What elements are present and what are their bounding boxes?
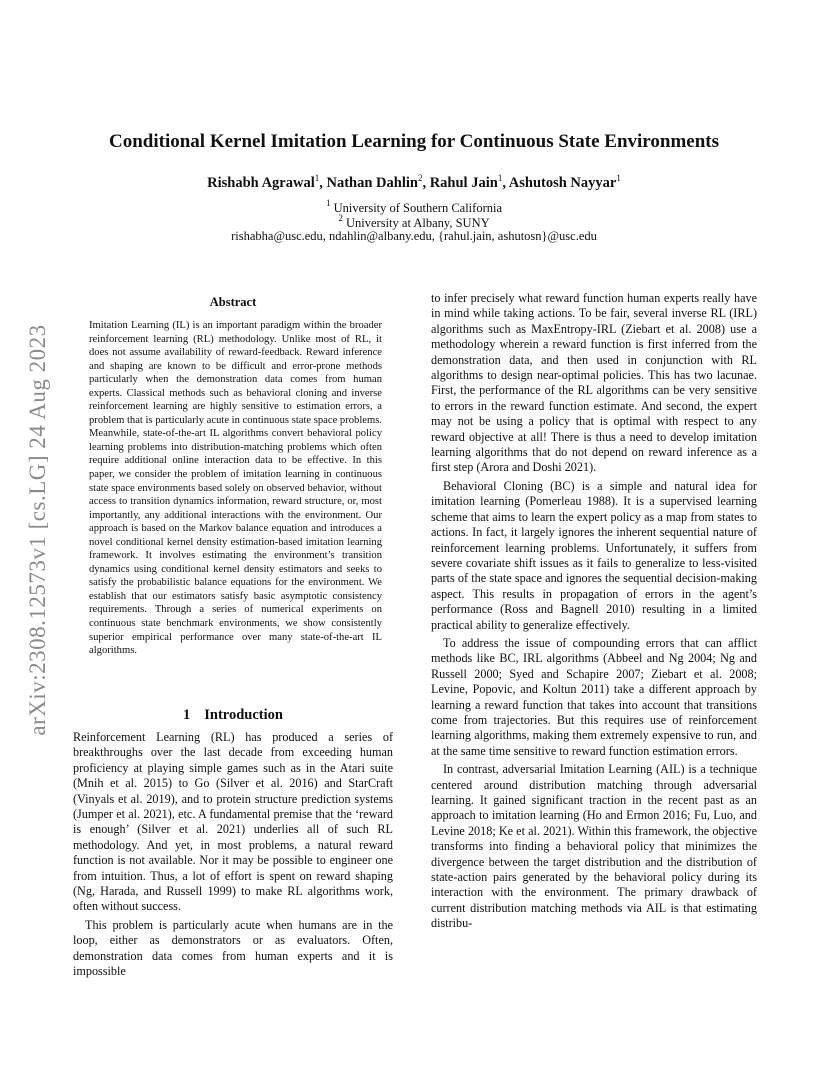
body-paragraph: In contrast, adversarial Imitation Learning (AIL) is a technique centered around distribution matching through adversarial learning. It gained significant traction in the recent past as an approach to imitation learning (Ho and Ermon 2016; Fu, Luo, and Levine 2018; Ke et al. 2021). Within this framework, the objective transforms into finding a behavioral policy that minimizes the divergence between the target distribution and the distribution of state-action pairs generated by the behavioral policy during its interaction with the environment. The primary drawback of current distribution matching methods via AIL is that estimating distribu- (431, 762, 757, 931)
right-column-body (431, 291, 757, 932)
author-affil-mark: 2 (417, 173, 423, 183)
author-affil-mark: 1 (497, 173, 503, 183)
affiliation-name: University of Southern California (333, 201, 502, 215)
affiliation-mark: 2 (338, 213, 343, 223)
abstract-text: Imitation Learning (IL) is an important paradigm within the broader reinforcement learning (RL) methodology. Unlike most of RL, it does not assume availability of reward-feedback. Reward inference and shaping are known to be difficult and error-prone methods particularly when the demonstration data comes from human experts. Classical methods such as behavioral cloning and inverse reinforcement learning are highly sensitive to estimation errors, a problem that is particularly acute in continuous state space problems. Meanwhile, state-of-the-art IL algorithms convert behavioral policy learning problems into distribution-matching problems which often require additional online interaction data to be effective. In this paper, we consider the problem of imitation learning in continuous state space environments based solely on observed behavior, without access to transition dynamics information, reward structure, or, most importantly, any additional interactions with the environment. Our approach is based on the Markov balance equation and introduces a novel conditional kernel density estimation-based imitation learning framework. It involves estimating the environment’s transition dynamics using conditional kernel density estimators and seeks to satisfy the probabilistic balance equations for the environment. We establish that our estimators satisfy basic asymptotic consistency requirements. Through a series of numerical experiments on continuous state benchmark environments, we show consistently superior empirical performance over many state-of-the-art IL algorithms. (89, 320, 383, 657)
affiliation-name: University at Albany, SUNY (346, 216, 490, 230)
author-affil-mark: 1 (616, 173, 621, 183)
arxiv-watermark (18, 280, 58, 780)
section-heading (73, 707, 393, 724)
affiliation-mark: 1 (326, 198, 331, 208)
author-list: Rishabh Agrawal$^1$, Nathan Dahlin$^2$, Rahul Jain$^1$, Ashutosh Nayyar$^1$ (207, 173, 621, 191)
author-name: Rahul Jain (429, 175, 498, 191)
abstract-heading: Abstract (209, 295, 257, 309)
body-paragraph: to infer precisely what reward function human experts really have in mind while taking actions. To be fair, several inverse RL (IRL) algorithms such as MaxEntropy-IRL (Ziebart et al. 2008) use a methodology wherein a reward function is first inferred from the demonstration data, and then used in conjunction with RL algorithms to design near-optimal policies. This has two lacunae. First, the performance of the RL algorithms can be very sensitive to errors in the reward function estimate. And second, the expert may not be using a policy that is optimal with respect to any reward objective at all! There is thus a need to develop imitation learning algorithms that do not depend on reward inference as a first step (Arora and Doshi 2021). (431, 291, 757, 475)
body-paragraph: To address the issue of compounding errors that can afflict methods like BC, IRL algorithms (Abbeel and Ng 2004; Ng and Russell 2000; Syed and Schapire 2007; Ziebart et al. 2008; Levine, Popovic, and Koltun 2011) take a different approach by learning a reward function that takes into account that transitions come from trajectories. But this requires use of reinforcement learning algorithms, making them extremely expensive to run, and at the same time sensitive to reward function estimation errors. (431, 635, 757, 758)
author-name: Nathan Dahlin (326, 175, 418, 191)
paper-title: Conditional Kernel Imitation Learning for Continuous State Environments (109, 131, 719, 152)
author-name: Rishabh Agrawal (207, 175, 315, 191)
left-column-body (73, 730, 393, 980)
author-affil-mark: 1 (314, 173, 320, 183)
author-name: Ashutosh Nayyar (508, 175, 617, 191)
body-paragraph: This problem is particularly acute when humans are in the loop, either as demonstrators or as evaluators. Often, demonstration data comes from human experts and it is impossible (73, 917, 393, 979)
arxiv-id-text: arXiv:2308.12573v1 [cs.LG] 24 Aug 2023 (25, 324, 50, 736)
body-paragraph: Behavioral Cloning (BC) is a simple and natural idea for imitation learning (Pomerleau 1988). It is a supervised learning scheme that aims to learn the expert policy as a map from states to actions. In fact, it largely ignores the inherent sequential nature of reinforcement learning problems. Unfortunately, it suffers from severe covariate shift issues as it fails to generalize to less-visited parts of the state space and ignores the sequential decision-making aspect. This results in propagation of errors in the agent’s performance (Ross and Bagnell 2010) resulting in a limited practical ability to generalize effectively. (431, 478, 757, 632)
body-paragraph: Reinforcement Learning (RL) has produced a series of breakthroughs over the last decade from exceeding human proficiency at playing simple games such as in the Atari suite (Mnih et al. 2015) to Go (Silver et al. 2016) and StarCraft (Vinyals et al. 2019), and to protein structure prediction systems (Jumper et al. 2021), etc. A fundamental premise that the ‘reward is enough’ (Silver et al. 2021) underlies all of such RL methodology. And yet, in most problems, a natural reward function is not available. Nor it may be possible to engineer one from intuition. Thus, a lot of effort is spent on reward shaping (Ng, Harada, and Russell 1999) to make RL algorithms work, often without success. (73, 730, 393, 914)
section-title: Introduction (204, 707, 283, 723)
author-emails: rishabha@usc.edu, ndahlin@albany.edu, {rahul.jain, ashutosn}@usc.edu (231, 229, 597, 243)
section-number: 1 (183, 707, 191, 723)
